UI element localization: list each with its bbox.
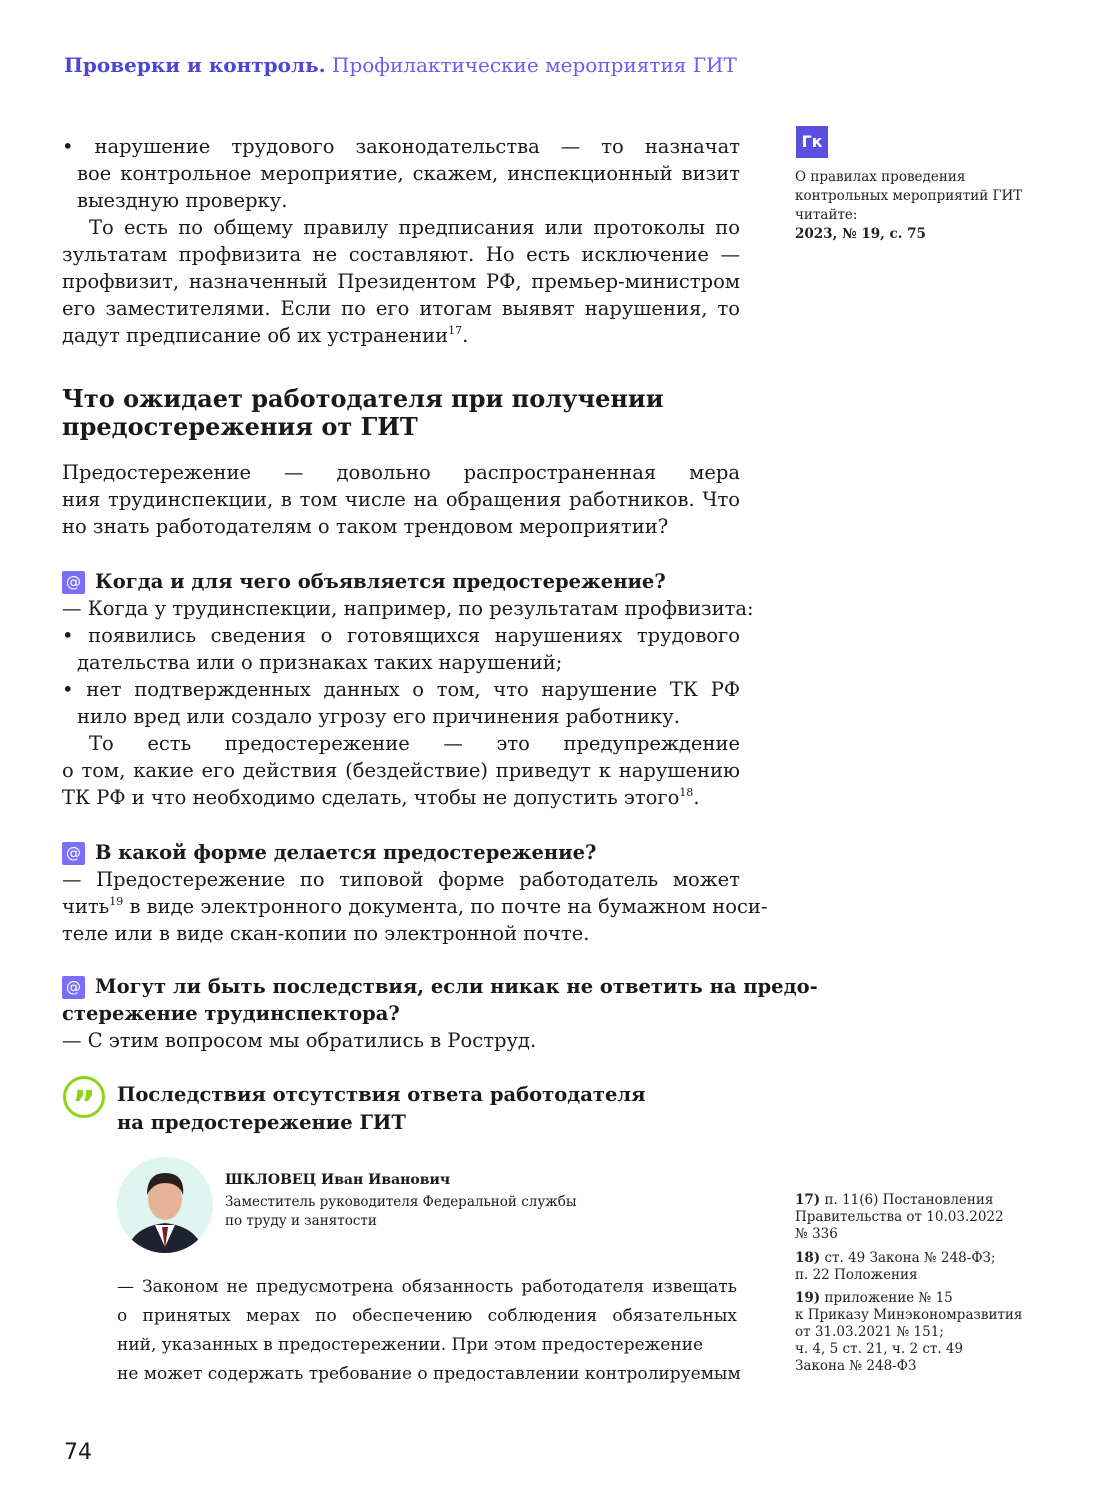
question-2 [62, 839, 768, 947]
answer-line: — С этим вопросом мы обратились в Роструд. [62, 1029, 537, 1052]
header-section: Проверки и контроль. [64, 53, 326, 77]
avatar [117, 1157, 213, 1253]
question-text: Когда и для чего объявляется предостережение? [95, 570, 666, 593]
at-icon: @ [62, 976, 85, 999]
quote-title: Последствия отсутствия ответа работодателя на предостережение ГИТ [117, 1083, 646, 1134]
bullet-line: вое контрольное мероприятие, скажем, инспекционный визит [77, 162, 740, 185]
bullet-line: • нет подтвержденных данных о том, что нарушение ТК РФ [62, 678, 740, 701]
sidebar-ref-link[interactable]: 2023, № 19, с. 75 [795, 226, 926, 242]
quote-text: — Законом не предусмотрена обязанность работодателя извещать о принятых мерах по обеспечению соблюдения обязательных ний, указанных в предостережении. При этом предостережение не может содержать требование о предоставлении контролируемым [117, 1277, 741, 1384]
page-number: 74 [64, 1440, 92, 1465]
para-line: То есть по общему правилу предписания или протоколы по [89, 216, 740, 239]
answer-line: — Предостережение по типовой форме работодатель может [62, 868, 740, 891]
footnote-17: 17) п. 11(6) Постановления Правительства от 10.03.2022 № 336 [795, 1192, 1004, 1242]
summary-line: ТК РФ и что необходимо сделать, чтобы не допустить этого$^{18}$. [62, 786, 700, 809]
person-photo-icon [117, 1157, 213, 1253]
summary-line: То есть предостережение — это предупреждение [89, 732, 740, 755]
para-line: дадут предписание об их устранении$^{17}$. [62, 324, 469, 347]
question-text: Могут ли быть последствия, если никак не ответить на предо- [95, 975, 818, 998]
para-line: его заместителями. Если по его итогам выявят нарушения, то [62, 297, 740, 320]
gk-logo-icon: Гк [796, 126, 828, 158]
at-icon: @ [62, 842, 85, 865]
para-line: зультатам профвизита не составляют. Но есть исключение — [62, 243, 740, 266]
lead-paragraph: Предостережение — довольно распространенная мера ния трудинспекции, в том числе на обращения работников. Что но знать работодателям о таком трендовом мероприятии? [62, 461, 740, 538]
answer-intro: — Когда у трудинспекции, например, по результатам профвизита: [62, 597, 754, 620]
question-3 [62, 973, 818, 1054]
question-text: В какой форме делается предостережение? [95, 841, 597, 864]
answer-line: теле или в виде скан-копии по электронной почте. [62, 922, 590, 945]
footnote-ref[interactable]: 18 [679, 786, 694, 799]
person-position: Заместитель руководителя Федеральной службы по труду и занятости [225, 1194, 577, 1229]
answer-line: чить$^{19}$ в виде электронного документа, по почте на бумажном носи- [62, 895, 768, 918]
section-heading: Что ожидает работодателя при получении предостережения от ГИТ [62, 384, 664, 441]
sidebar-note: О правилах проведения контрольных мероприятий ГИТ читайте: 2023, № 19, с. 75 [795, 168, 1045, 244]
question-text: стережение трудинспектора? [62, 1002, 400, 1025]
bullet-line: • нарушение трудового законодательства — то назначат [62, 135, 740, 158]
bullet-line: • появились сведения о готовящихся нарушениях трудового [62, 624, 740, 647]
bullet-line: нило вред или создало угрозу его причинения работнику. [77, 705, 680, 728]
question-1 [62, 568, 754, 811]
bullet-line: дательства или о признаках таких нарушений; [77, 651, 563, 674]
footnote-ref[interactable]: 17 [448, 324, 463, 337]
at-icon: @ [62, 571, 85, 594]
footnote-ref[interactable]: 19 [109, 895, 124, 908]
running-header [64, 53, 737, 77]
footnote-18: 18) ст. 49 Закона № 248-ФЗ; п. 22 Положения [795, 1250, 996, 1283]
header-subsection: Профилактические мероприятия ГИТ [332, 53, 737, 77]
quote-icon: ” [63, 1076, 105, 1118]
bullet-line: выездную проверку. [77, 189, 288, 212]
person-name: ШКЛОВЕЦ Иван Иванович [225, 1172, 451, 1188]
para-line: профвизит, назначенный Президентом РФ, премьер-министром [62, 270, 740, 293]
intro-block [62, 133, 740, 349]
footnote-19: 19) приложение № 15 к Приказу Минэкономразвития от 31.03.2021 № 151; ч. 4, 5 ст. 21, ч. 2 ст. 49 Закона № 248-ФЗ [795, 1290, 1023, 1374]
summary-line: о том, какие его действия (бездействие) приведут к нарушению [62, 759, 740, 782]
